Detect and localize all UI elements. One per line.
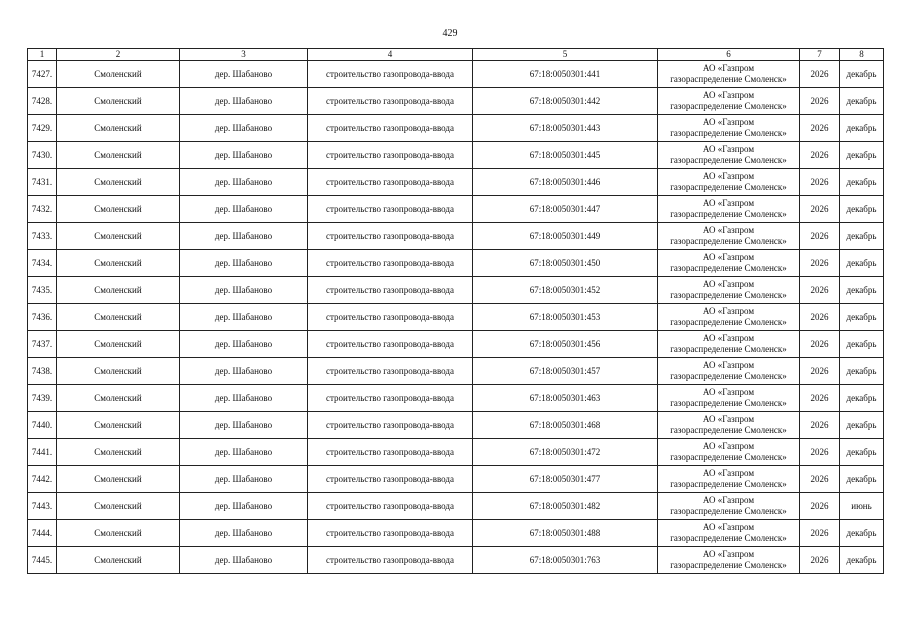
table-row xyxy=(28,547,884,574)
locality-cell: дер. Шабаново xyxy=(180,520,308,547)
row-number: 7443. xyxy=(28,493,57,520)
cadastral-number-cell: 67:18:0050301:456 xyxy=(473,331,658,358)
locality-cell: дер. Шабаново xyxy=(180,223,308,250)
organization-cell xyxy=(658,493,800,520)
organization-line: АО «Газпром xyxy=(702,225,755,235)
organization-cell xyxy=(658,331,800,358)
cadastral-number-cell: 67:18:0050301:468 xyxy=(473,412,658,439)
row-number: 7442. xyxy=(28,466,57,493)
locality-cell: дер. Шабаново xyxy=(180,547,308,574)
district-cell: Смоленский xyxy=(57,493,180,520)
locality-cell: дер. Шабаново xyxy=(180,169,308,196)
organization-line: газораспределение Смоленск» xyxy=(670,128,787,138)
table-row xyxy=(28,493,884,520)
organization-cell xyxy=(658,61,800,88)
district-cell: Смоленский xyxy=(57,412,180,439)
organization-line: газораспределение Смоленск» xyxy=(670,452,787,462)
organization-line: газораспределение Смоленск» xyxy=(670,479,787,489)
month-cell: декабрь xyxy=(840,304,884,331)
table-row xyxy=(28,412,884,439)
column-number-5: 5 xyxy=(473,49,658,61)
month-cell: июнь xyxy=(840,493,884,520)
organization-line: газораспределение Смоленск» xyxy=(670,398,787,408)
column-number-6: 6 xyxy=(658,49,800,61)
row-number: 7431. xyxy=(28,169,57,196)
row-number: 7433. xyxy=(28,223,57,250)
organization-line: АО «Газпром xyxy=(702,333,755,343)
table-row xyxy=(28,385,884,412)
year-cell: 2026 xyxy=(800,331,840,358)
organization-cell xyxy=(658,196,800,223)
organization-line: газораспределение Смоленск» xyxy=(670,101,787,111)
organization-line: АО «Газпром xyxy=(702,144,755,154)
cadastral-number-cell: 67:18:0050301:488 xyxy=(473,520,658,547)
work-type-cell: строительство газопровода-ввода xyxy=(308,196,473,223)
year-cell: 2026 xyxy=(800,61,840,88)
organization-line: газораспределение Смоленск» xyxy=(670,155,787,165)
year-cell: 2026 xyxy=(800,520,840,547)
locality-cell: дер. Шабаново xyxy=(180,439,308,466)
organization-line: АО «Газпром xyxy=(702,387,755,397)
locality-cell: дер. Шабаново xyxy=(180,358,308,385)
row-number: 7427. xyxy=(28,61,57,88)
row-number: 7428. xyxy=(28,88,57,115)
work-type-cell: строительство газопровода-ввода xyxy=(308,412,473,439)
cadastral-number-cell: 67:18:0050301:443 xyxy=(473,115,658,142)
cadastral-number-cell: 67:18:0050301:441 xyxy=(473,61,658,88)
district-cell: Смоленский xyxy=(57,250,180,277)
work-type-cell: строительство газопровода-ввода xyxy=(308,493,473,520)
column-number-4: 4 xyxy=(308,49,473,61)
month-cell: декабрь xyxy=(840,439,884,466)
organization-line: АО «Газпром xyxy=(702,63,755,73)
row-number: 7440. xyxy=(28,412,57,439)
work-type-cell: строительство газопровода-ввода xyxy=(308,169,473,196)
district-cell: Смоленский xyxy=(57,466,180,493)
organization-line: АО «Газпром xyxy=(702,549,755,559)
month-cell: декабрь xyxy=(840,88,884,115)
month-cell: декабрь xyxy=(840,358,884,385)
year-cell: 2026 xyxy=(800,169,840,196)
month-cell: декабрь xyxy=(840,520,884,547)
work-type-cell: строительство газопровода-ввода xyxy=(308,115,473,142)
organization-line: АО «Газпром xyxy=(702,252,755,262)
table-row xyxy=(28,223,884,250)
organization-cell xyxy=(658,250,800,277)
organization-cell xyxy=(658,169,800,196)
organization-cell xyxy=(658,88,800,115)
organization-line: газораспределение Смоленск» xyxy=(670,560,787,570)
cadastral-number-cell: 67:18:0050301:472 xyxy=(473,439,658,466)
organization-line: АО «Газпром xyxy=(702,414,755,424)
month-cell: декабрь xyxy=(840,115,884,142)
organization-cell xyxy=(658,142,800,169)
organization-cell xyxy=(658,223,800,250)
organization-cell xyxy=(658,466,800,493)
table-row xyxy=(28,169,884,196)
organization-line: АО «Газпром xyxy=(702,468,755,478)
year-cell: 2026 xyxy=(800,547,840,574)
table-row xyxy=(28,358,884,385)
month-cell: декабрь xyxy=(840,331,884,358)
year-cell: 2026 xyxy=(800,358,840,385)
row-number: 7432. xyxy=(28,196,57,223)
table-row xyxy=(28,304,884,331)
row-number: 7437. xyxy=(28,331,57,358)
organization-cell xyxy=(658,304,800,331)
locality-cell: дер. Шабаново xyxy=(180,385,308,412)
cadastral-number-cell: 67:18:0050301:445 xyxy=(473,142,658,169)
table-row xyxy=(28,277,884,304)
work-type-cell: строительство газопровода-ввода xyxy=(308,466,473,493)
month-cell: декабрь xyxy=(840,466,884,493)
year-cell: 2026 xyxy=(800,142,840,169)
cadastral-number-cell: 67:18:0050301:450 xyxy=(473,250,658,277)
district-cell: Смоленский xyxy=(57,115,180,142)
register-table xyxy=(27,48,884,574)
table-row xyxy=(28,520,884,547)
organization-line: газораспределение Смоленск» xyxy=(670,317,787,327)
work-type-cell: строительство газопровода-ввода xyxy=(308,304,473,331)
cadastral-number-cell: 67:18:0050301:482 xyxy=(473,493,658,520)
table-row xyxy=(28,466,884,493)
district-cell: Смоленский xyxy=(57,520,180,547)
organization-line: газораспределение Смоленск» xyxy=(670,74,787,84)
organization-line: газораспределение Смоленск» xyxy=(670,209,787,219)
column-number-2: 2 xyxy=(57,49,180,61)
column-number-8: 8 xyxy=(840,49,884,61)
year-cell: 2026 xyxy=(800,304,840,331)
cadastral-number-cell: 67:18:0050301:463 xyxy=(473,385,658,412)
row-number: 7434. xyxy=(28,250,57,277)
column-number-3: 3 xyxy=(180,49,308,61)
locality-cell: дер. Шабаново xyxy=(180,196,308,223)
district-cell: Смоленский xyxy=(57,547,180,574)
district-cell: Смоленский xyxy=(57,385,180,412)
cadastral-number-cell: 67:18:0050301:477 xyxy=(473,466,658,493)
organization-cell xyxy=(658,385,800,412)
organization-line: газораспределение Смоленск» xyxy=(670,533,787,543)
organization-line: АО «Газпром xyxy=(702,360,755,370)
locality-cell: дер. Шабаново xyxy=(180,277,308,304)
district-cell: Смоленский xyxy=(57,358,180,385)
work-type-cell: строительство газопровода-ввода xyxy=(308,547,473,574)
organization-line: АО «Газпром xyxy=(702,441,755,451)
cadastral-number-cell: 67:18:0050301:446 xyxy=(473,169,658,196)
table-row xyxy=(28,331,884,358)
month-cell: декабрь xyxy=(840,196,884,223)
work-type-cell: строительство газопровода-ввода xyxy=(308,88,473,115)
month-cell: декабрь xyxy=(840,277,884,304)
month-cell: декабрь xyxy=(840,223,884,250)
locality-cell: дер. Шабаново xyxy=(180,61,308,88)
organization-cell xyxy=(658,115,800,142)
work-type-cell: строительство газопровода-ввода xyxy=(308,358,473,385)
year-cell: 2026 xyxy=(800,196,840,223)
row-number: 7430. xyxy=(28,142,57,169)
month-cell: декабрь xyxy=(840,412,884,439)
year-cell: 2026 xyxy=(800,412,840,439)
locality-cell: дер. Шабаново xyxy=(180,142,308,169)
row-number: 7438. xyxy=(28,358,57,385)
row-number: 7436. xyxy=(28,304,57,331)
organization-cell xyxy=(658,412,800,439)
year-cell: 2026 xyxy=(800,223,840,250)
row-number: 7435. xyxy=(28,277,57,304)
work-type-cell: строительство газопровода-ввода xyxy=(308,331,473,358)
year-cell: 2026 xyxy=(800,493,840,520)
work-type-cell: строительство газопровода-ввода xyxy=(308,61,473,88)
month-cell: декабрь xyxy=(840,142,884,169)
locality-cell: дер. Шабаново xyxy=(180,331,308,358)
year-cell: 2026 xyxy=(800,277,840,304)
organization-line: газораспределение Смоленск» xyxy=(670,344,787,354)
work-type-cell: строительство газопровода-ввода xyxy=(308,223,473,250)
district-cell: Смоленский xyxy=(57,331,180,358)
month-cell: декабрь xyxy=(840,169,884,196)
organization-line: АО «Газпром xyxy=(702,171,755,181)
table-row xyxy=(28,61,884,88)
cadastral-number-cell: 67:18:0050301:447 xyxy=(473,196,658,223)
year-cell: 2026 xyxy=(800,115,840,142)
locality-cell: дер. Шабаново xyxy=(180,304,308,331)
district-cell: Смоленский xyxy=(57,439,180,466)
column-number-row xyxy=(28,49,884,61)
organization-cell xyxy=(658,358,800,385)
organization-cell xyxy=(658,520,800,547)
row-number: 7439. xyxy=(28,385,57,412)
organization-line: АО «Газпром xyxy=(702,279,755,289)
work-type-cell: строительство газопровода-ввода xyxy=(308,385,473,412)
cadastral-number-cell: 67:18:0050301:449 xyxy=(473,223,658,250)
work-type-cell: строительство газопровода-ввода xyxy=(308,142,473,169)
year-cell: 2026 xyxy=(800,250,840,277)
month-cell: декабрь xyxy=(840,547,884,574)
work-type-cell: строительство газопровода-ввода xyxy=(308,439,473,466)
district-cell: Смоленский xyxy=(57,61,180,88)
page-number: 429 xyxy=(442,28,458,39)
organization-line: газораспределение Смоленск» xyxy=(670,290,787,300)
cadastral-number-cell: 67:18:0050301:763 xyxy=(473,547,658,574)
organization-line: АО «Газпром xyxy=(702,495,755,505)
locality-cell: дер. Шабаново xyxy=(180,466,308,493)
organization-line: АО «Газпром xyxy=(702,117,755,127)
organization-cell xyxy=(658,547,800,574)
district-cell: Смоленский xyxy=(57,169,180,196)
district-cell: Смоленский xyxy=(57,304,180,331)
locality-cell: дер. Шабаново xyxy=(180,250,308,277)
work-type-cell: строительство газопровода-ввода xyxy=(308,250,473,277)
organization-line: газораспределение Смоленск» xyxy=(670,425,787,435)
year-cell: 2026 xyxy=(800,385,840,412)
cadastral-number-cell: 67:18:0050301:442 xyxy=(473,88,658,115)
table-row xyxy=(28,439,884,466)
organization-line: АО «Газпром xyxy=(702,306,755,316)
month-cell: декабрь xyxy=(840,385,884,412)
year-cell: 2026 xyxy=(800,466,840,493)
organization-cell xyxy=(658,277,800,304)
locality-cell: дер. Шабаново xyxy=(180,115,308,142)
cadastral-number-cell: 67:18:0050301:452 xyxy=(473,277,658,304)
column-number-7: 7 xyxy=(800,49,840,61)
table-body xyxy=(28,61,884,574)
month-cell: декабрь xyxy=(840,250,884,277)
locality-cell: дер. Шабаново xyxy=(180,493,308,520)
organization-line: АО «Газпром xyxy=(702,198,755,208)
row-number: 7444. xyxy=(28,520,57,547)
district-cell: Смоленский xyxy=(57,142,180,169)
table-row xyxy=(28,88,884,115)
row-number: 7441. xyxy=(28,439,57,466)
organization-line: АО «Газпром xyxy=(702,522,755,532)
locality-cell: дер. Шабаново xyxy=(180,412,308,439)
month-cell: декабрь xyxy=(840,61,884,88)
year-cell: 2026 xyxy=(800,88,840,115)
cadastral-number-cell: 67:18:0050301:457 xyxy=(473,358,658,385)
organization-line: газораспределение Смоленск» xyxy=(670,236,787,246)
organization-line: газораспределение Смоленск» xyxy=(670,506,787,516)
cadastral-number-cell: 67:18:0050301:453 xyxy=(473,304,658,331)
year-cell: 2026 xyxy=(800,439,840,466)
table-row xyxy=(28,115,884,142)
table-row xyxy=(28,196,884,223)
district-cell: Смоленский xyxy=(57,88,180,115)
organization-line: газораспределение Смоленск» xyxy=(670,182,787,192)
work-type-cell: строительство газопровода-ввода xyxy=(308,277,473,304)
row-number: 7445. xyxy=(28,547,57,574)
table-row xyxy=(28,142,884,169)
district-cell: Смоленский xyxy=(57,277,180,304)
table-row xyxy=(28,250,884,277)
row-number: 7429. xyxy=(28,115,57,142)
organization-cell xyxy=(658,439,800,466)
locality-cell: дер. Шабаново xyxy=(180,88,308,115)
column-number-1: 1 xyxy=(28,49,57,61)
organization-line: газораспределение Смоленск» xyxy=(670,371,787,381)
work-type-cell: строительство газопровода-ввода xyxy=(308,520,473,547)
district-cell: Смоленский xyxy=(57,196,180,223)
district-cell: Смоленский xyxy=(57,223,180,250)
organization-line: газораспределение Смоленск» xyxy=(670,263,787,273)
organization-line: АО «Газпром xyxy=(702,90,755,100)
